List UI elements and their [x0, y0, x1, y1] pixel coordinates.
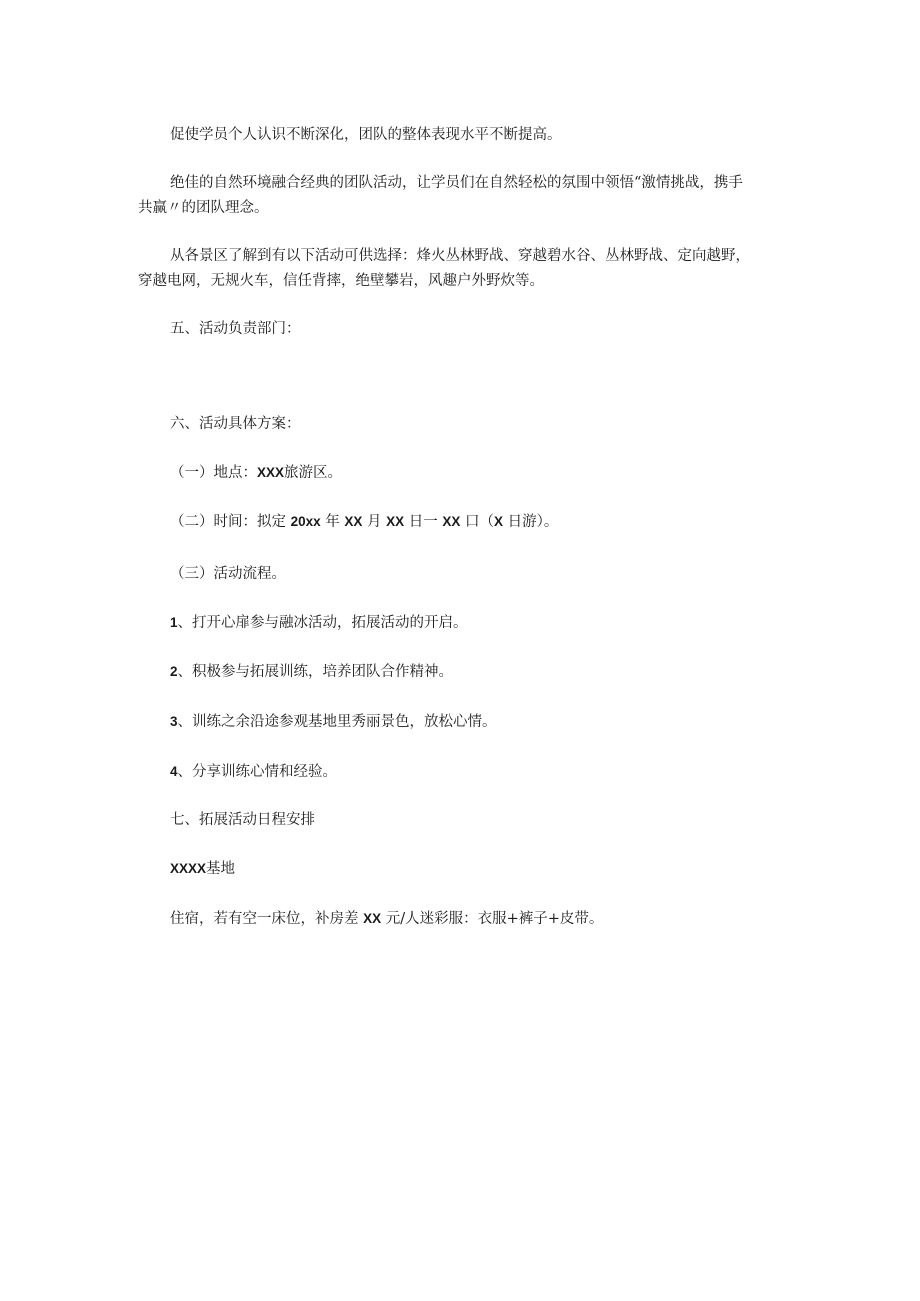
flow-item-text: 、打开心扉参与融冰活动，拓展活动的开启。: [177, 615, 468, 631]
lodging-amount: XX: [363, 911, 382, 926]
time-day-to-unit: 口（: [464, 514, 494, 530]
base-line: [170, 858, 235, 880]
lodging-line: [170, 908, 603, 930]
time-year-unit: 年: [325, 514, 340, 530]
location-code: XXX: [257, 465, 285, 480]
flow-item: [170, 761, 337, 783]
flow-item: [170, 661, 453, 683]
time-prefix: （二）时间：拟定: [170, 514, 286, 530]
flow-item-text: 、分享训练心情和经验。: [177, 764, 338, 780]
paragraph-activities-line2: 穿越电网，无规火车，信任背摔，绝壁攀岩，风趣户外野炊等。: [138, 273, 544, 289]
lodging-prefix: 住宿，若有空一床位，补房差: [170, 911, 359, 927]
base-code: XXXX: [170, 861, 207, 876]
section6-heading: 六、活动具体方案：: [170, 416, 301, 432]
time-day-from: XX: [386, 514, 405, 529]
time-days-unit: 日游）。: [507, 514, 559, 530]
paragraph-goal: 促使学员个人认识不断深化，团队的整体表现水平不断提高。: [170, 127, 562, 143]
location-line: [170, 462, 342, 484]
flow-item-number: 4: [170, 764, 178, 779]
flow-item-text: 、训练之余沿途参观基地里秀丽景色，放松心情。: [177, 714, 497, 730]
time-month-unit: 月: [367, 514, 382, 530]
time-month: XX: [344, 514, 363, 529]
section7-heading: 七、拓展活动日程安排: [170, 812, 315, 828]
paragraph-environment-line2: 共赢〃的团队理念。: [138, 200, 269, 216]
time-day-sep: 日一: [408, 514, 438, 530]
time-days: X: [493, 514, 503, 529]
lodging-suffix: 元/人迷彩服：衣服+裤子+皮带。: [385, 911, 604, 927]
time-line: [170, 511, 558, 533]
section5-heading: 五、活动负责部门：: [170, 321, 301, 337]
flow-item-number: 2: [170, 664, 178, 679]
flow-item: [170, 612, 468, 634]
flow-heading: （三）活动流程。: [170, 566, 286, 582]
paragraph-activities-line1: 从各景区了解到有以下活动可供选择：烽火丛林野战、穿越碧水谷、丛林野战、定向越野，: [170, 248, 750, 264]
paragraph-environment-line1: 绝佳的自然环境融合经典的团队活动，让学员们在自然轻松的氛围中领悟“激情挑战，携手: [170, 175, 743, 191]
flow-item-text: 、积极参与拓展训练，培养团队合作精神。: [177, 664, 454, 680]
flow-item-number: 1: [170, 615, 178, 630]
location-suffix: 旅游区。: [284, 465, 343, 481]
flow-item: [170, 711, 497, 733]
time-day-to: XX: [442, 514, 461, 529]
flow-item-number: 3: [170, 714, 178, 729]
location-prefix: （一）地点：: [170, 465, 257, 481]
time-year: 20xx: [290, 514, 321, 529]
base-label: 基地: [206, 861, 236, 877]
